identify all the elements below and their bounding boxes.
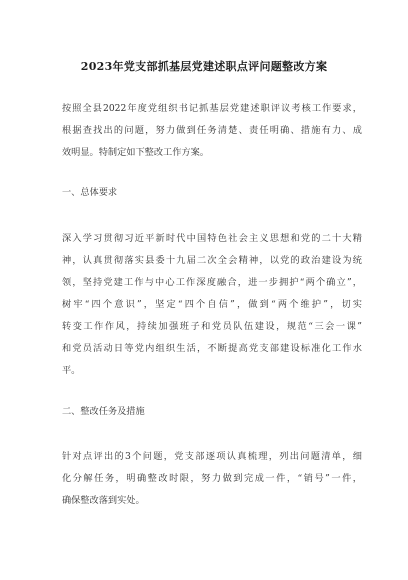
- section-1-line: 树牢“四个意识”，坚定“四个自信”，做到“两个维护”，切实: [62, 299, 362, 310]
- intro-paragraph: [62, 98, 362, 164]
- document-title: 2023年党支部抓基层党建述职点评问题整改方案: [80, 60, 328, 73]
- section-1-line: 转变工作作风，持续加强班子和党员队伍建设，规范“三会一课”: [62, 321, 362, 332]
- intro-line: 按照全县2022年度党组织书记抓基层党建述职评议考核工作要求，: [62, 103, 362, 114]
- section-2-line: 针对点评出的3个问题，党支部逐项认真梳理，列出问题清单，细: [62, 451, 362, 462]
- section-1-line: 神，认真贯彻落实县委十九届二次全会精神，以党的政治建设为统: [62, 255, 362, 266]
- section-1-line: 领，坚持党建工作与中心工作深度融合，进一步拥护“两个确立”，: [62, 277, 362, 288]
- section-1-line: 平。: [62, 365, 81, 376]
- section-2-line: 化分解任务，明确整改时限，努力做到完成一件，“销号”一件，: [62, 473, 362, 484]
- section-1-paragraph: [62, 228, 362, 382]
- section-2-line: 确保整改落到实处。: [62, 495, 145, 506]
- section-1-heading: 一、总体要求: [62, 187, 118, 198]
- section-2-paragraph: [62, 446, 362, 512]
- section-2-heading: 二、整改任务及措施: [62, 406, 145, 417]
- section-1-line: 和党员活动日等党内组织生活，不断提高党支部建设标准化工作水: [62, 343, 362, 354]
- intro-line: 根据查找出的问题，努力做到任务清楚、责任明确、措施有力、成: [62, 125, 362, 136]
- intro-line: 效明显。特制定如下整改工作方案。: [62, 147, 209, 158]
- section-1-line: 深入学习贯彻习近平新时代中国特色社会主义思想和党的二十大精: [62, 233, 362, 244]
